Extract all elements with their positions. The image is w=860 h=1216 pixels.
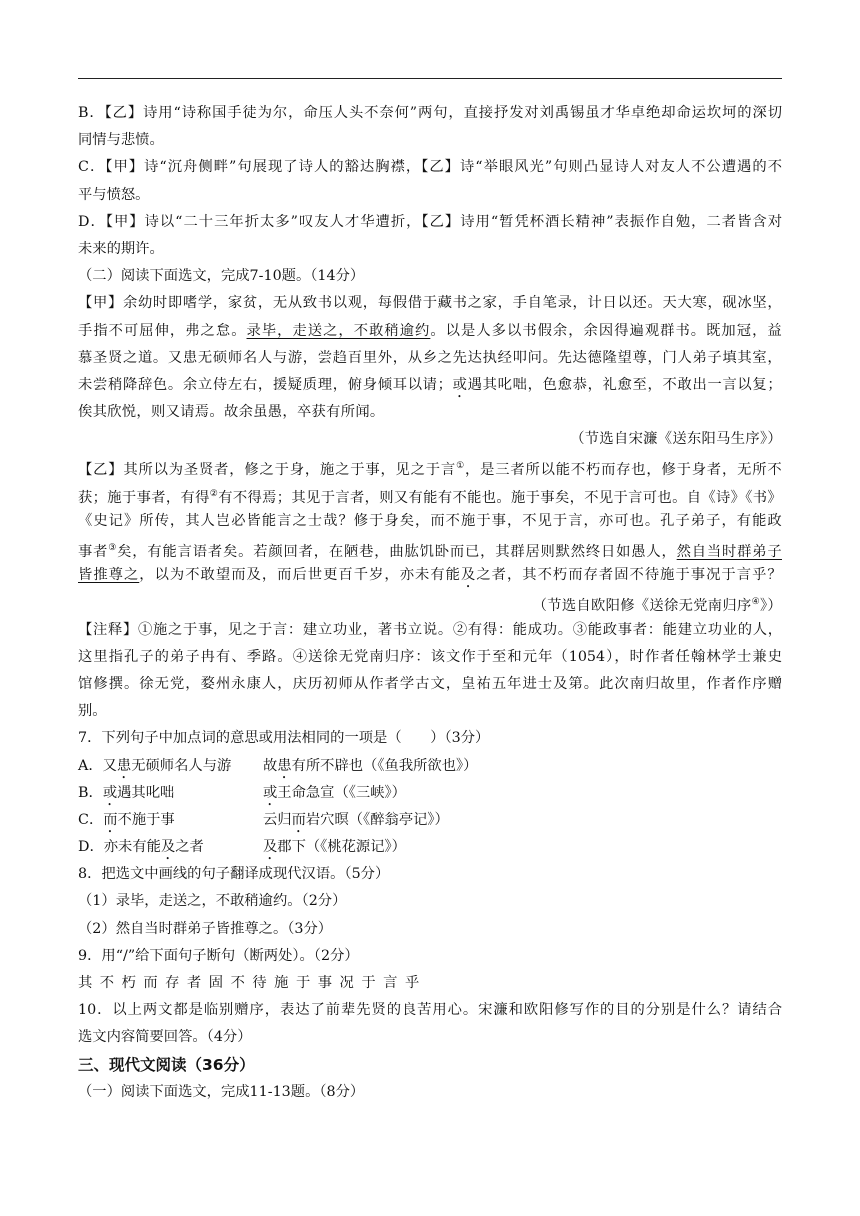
yi-line-2a: 获；施于事者，有得 xyxy=(78,489,210,506)
q7-d-dot: 及 xyxy=(160,839,176,856)
q7-c-pre: C． xyxy=(78,811,104,828)
q7-a2-dot: 患 xyxy=(277,757,292,774)
q7-c-post: 不施于事 xyxy=(117,811,175,828)
option-d-line-2: 未来的期许。 xyxy=(78,240,164,257)
jia-line-1: 【甲】余幼时即嗜学，家贫，无从致书以观，每假借于藏书之家，手自笔录，计日以还。天大寒，砚冰坚， xyxy=(78,295,782,312)
footnote-mark-3: ③ xyxy=(108,543,118,553)
jia-underlined-sentence: 录毕，走送之，不敢稍逾约 xyxy=(246,322,431,339)
yi-line-4 xyxy=(78,535,782,562)
q7-c2-post: 岩穴暝（《醉翁亭记》） xyxy=(305,811,449,828)
jia-source: （节选自宋濂《送东阳马生序》） xyxy=(570,431,782,448)
q7-a2-pre: 故 xyxy=(263,757,278,774)
yi-line-2 xyxy=(78,481,782,508)
yi-source-end: 》） xyxy=(759,598,782,615)
q10-line-2: 选文内容简要回答。（4分） xyxy=(78,1029,252,1046)
q7-a-pre: A．又 xyxy=(78,757,117,774)
yi-line-5 xyxy=(78,562,782,589)
jia-line-2a: 手指不可屈伸，弗之怠。 xyxy=(78,322,247,339)
yi-line-1 xyxy=(78,453,782,480)
q7-a-dot: 患 xyxy=(116,757,132,774)
yi-line-1a: 【乙】其所以为圣贤者，修之于身，施之于事，见之于言 xyxy=(78,462,457,479)
yi-dotted-word: 及 xyxy=(461,567,477,584)
section3-heading: 三、现代文阅读（36分） xyxy=(78,1055,255,1074)
yi-line-4a: 事者 xyxy=(78,543,109,560)
yi-source-text: （节选自欧阳修《送徐无党南归序 xyxy=(532,598,752,615)
section3-intro: （一）阅读下面选文，完成11-13题。（8分） xyxy=(78,1083,365,1100)
notes-line-2: 这里指孔子的弟子冉有、季路。④送徐无党南归序：该文作于至和元年（1054），时作者任翰林学士兼史 xyxy=(78,648,782,665)
section2-intro: （二）阅读下面选文，完成7-10题。（14分） xyxy=(78,268,365,285)
q7-d2-dot: 及 xyxy=(263,839,278,856)
q9-text: 其不朽而存者固不待施于事况于言乎 xyxy=(78,975,427,991)
q7-c-dot: 而 xyxy=(103,811,118,828)
q7-stem: 7．下列句子中加点词的意思或用法相同的一项是（ ）（3分） xyxy=(78,730,490,747)
jia-line-4a: 未尝稍降辞色。余立侍左右，援疑质理，俯身倾耳以请； xyxy=(78,376,453,393)
q7-option-d xyxy=(78,834,782,861)
option-b-line-1: B．【乙】诗用“诗称国手徒为尔，命压人头不奈何”两句，直接抒发对刘禹锡虽才华卓绝却命运坎坷的深切 xyxy=(78,105,782,121)
option-b-line-2: 同情与悲愤。 xyxy=(78,132,164,149)
yi-underlined-sentence-a: 然自当时群弟子 xyxy=(676,543,782,560)
q7-option-c xyxy=(78,807,782,834)
q7-b2-dot: 或 xyxy=(263,784,278,801)
notes-line-3: 馆修撰。徐无党，婺州永康人，庆历初师从作者学古文，皇祐五年进士及第。此次南归故里，作者作序赠 xyxy=(78,675,782,692)
yi-line-5b: ，以为不敢望而及，而后世更百千岁，亦未有能 xyxy=(139,567,461,584)
q9-stem: 9．用“/”给下面句子断句（断两处）。（2分） xyxy=(78,947,359,964)
q7-c2-pre: 云归 xyxy=(263,811,292,828)
q8-stem: 8．把选文中画线的句子翻译成现代汉语。（5分） xyxy=(78,866,390,883)
document-body xyxy=(78,100,782,1106)
yi-line-3: 《史记》所传，其人岂必皆能言之士哉？修于身矣，而不施于事，不见于言，亦可也。孔子弟子，有能政 xyxy=(78,512,782,529)
q7-a2-post: 有所不辟也（《鱼我所欲也》） xyxy=(291,757,478,774)
footnote-mark-2: ② xyxy=(209,488,219,499)
option-c-line-2: 平与愤怒。 xyxy=(78,186,150,203)
yi-underlined-sentence-b: 皆推尊之 xyxy=(78,567,140,584)
yi-source xyxy=(78,589,782,616)
jia-line-4b: 遇其叱咄，色愈恭，礼愈至，不敢出一言以复； xyxy=(467,376,782,393)
jia-line-2b: 。以是人多以书假余，余因得遍观群书。既加冠，益 xyxy=(430,322,782,339)
yi-line-4b: 矣，有能言语者矣。若颜回者，在陋巷，曲肱饥卧而已，其群居则默然终日如愚人， xyxy=(117,543,677,560)
q7-d2-post: 郡下（《桃花源记》） xyxy=(277,839,406,856)
jia-line-2 xyxy=(78,318,782,345)
q10-line-1: 10．以上两文都是临别赠序，表达了前辈先贤的良苦用心。宋濂和欧阳修写作的目的分别是什么？请结合 xyxy=(78,1002,782,1019)
q7-b2-post: 王命急宣（《三峡》） xyxy=(277,784,406,801)
notes-line-1: 【注释】①施之于事，见之于言：建立功业，著书立说。②有得：能成功。③能政事者：能建立功业的人， xyxy=(78,621,782,638)
header-rule xyxy=(78,78,782,79)
yi-line-2b: 有不得焉；其见于言者，则又有能有不能也。施于事矣，不见于言可也。自《诗》《书》 xyxy=(218,489,783,506)
q7-b-dot: 或 xyxy=(102,784,118,801)
q7-d-pre: D．亦未有能 xyxy=(78,839,161,856)
q7-b-post: 遇其叱咄 xyxy=(117,784,175,801)
q7-option-a xyxy=(78,753,782,780)
q7-d-post: 之者 xyxy=(175,839,204,856)
notes-line-4: 别。 xyxy=(78,703,107,720)
q8-sub-2: （2）然自当时群弟子皆推尊之。（3分） xyxy=(78,920,333,937)
option-d-line-1: D．【甲】诗以“二十三年折太多”叹友人才华遭折，【乙】诗用“暂凭杯酒长精神”表振作自勉，二者皆含对 xyxy=(78,213,782,230)
q8-sub-1: （1）录毕，走送之，不敢稍逾约。（2分） xyxy=(78,893,347,910)
q7-a-post: 无硕师名人与游 xyxy=(131,757,232,774)
jia-dotted-word: 或 xyxy=(452,376,468,393)
footnote-mark-1: ① xyxy=(456,461,465,472)
footnote-mark-4: ④ xyxy=(751,597,760,608)
jia-line-4 xyxy=(78,372,782,399)
yi-line-5c: 之者，其不朽而存者固不待施于事况于言乎？ xyxy=(476,567,782,584)
option-c-line-1: C．【甲】诗“沉舟侧畔”句展现了诗人的豁达胸襟，【乙】诗“举眼风光”句则凸显诗人对友人不公遭遇的不 xyxy=(78,159,782,176)
q7-option-b xyxy=(78,780,782,807)
yi-line-1b: ，是三者所以能不朽而存也，修于身者，无所不 xyxy=(464,462,783,479)
jia-line-3: 慕圣贤之道。又患无硕师名人与游，尝趋百里外，从乡之先达执经叩问。先达德隆望尊，门人弟子填其室， xyxy=(78,349,782,366)
q7-c2-dot: 而 xyxy=(291,811,306,828)
q7-b-pre: B． xyxy=(78,784,103,801)
jia-line-5: 俟其欣悦，则又请焉。故余虽愚，卒获有所闻。 xyxy=(78,404,385,421)
